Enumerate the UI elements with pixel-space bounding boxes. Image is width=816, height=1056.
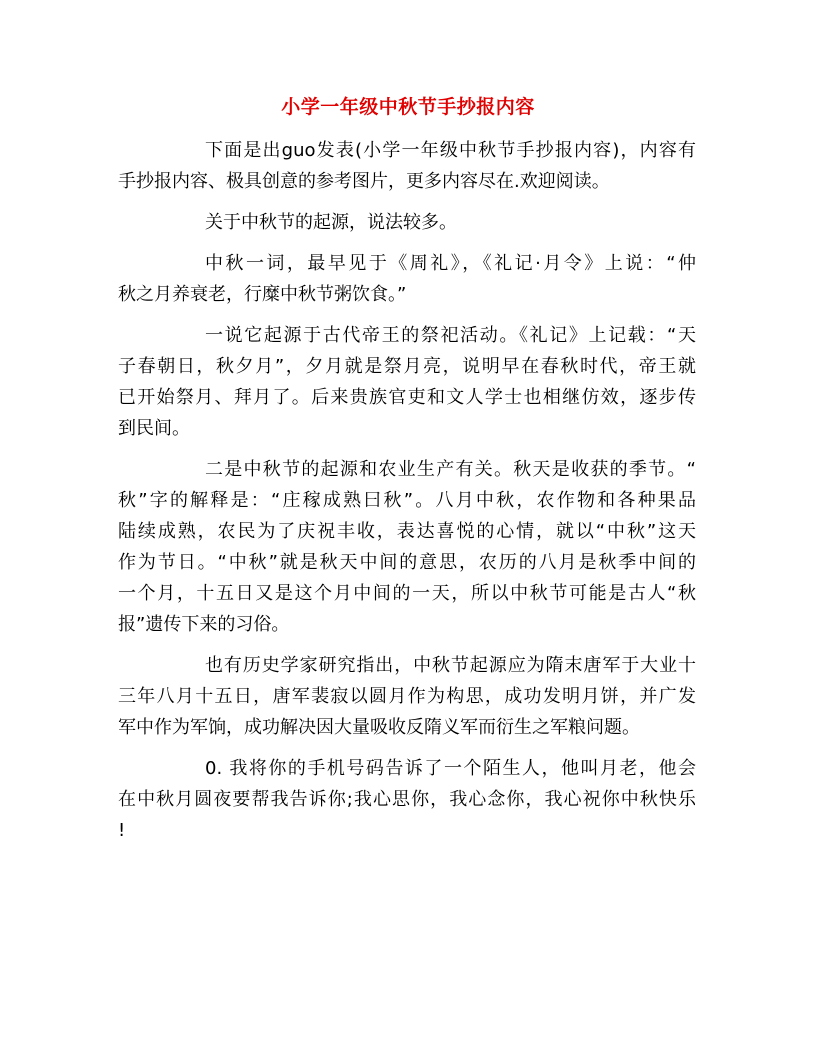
document-title: 小学一年级中秋节手抄报内容: [281, 96, 535, 118]
text-line: !: [118, 820, 126, 841]
paragraph-origin-intro: [118, 207, 696, 238]
text-line: 一个月，十五日又是这个月中间的一天，所以中秋节可能是古人“秋: [118, 583, 696, 604]
text-line: 秋之月养衰老，行糜中秋节粥饮食。”: [118, 284, 407, 305]
text-line: 一说它起源于古代帝王的祭祀活动。《礼记》上记载：“天: [205, 325, 696, 346]
text-line: 到民间。: [118, 418, 190, 439]
text-line: 中秋一词，最早见于《周礼》，《礼记·月令》上说：“仲: [205, 253, 696, 274]
text-line: 军中作为军饷，成功解决因大量吸收反隋义军而衍生之军粮问题。: [118, 717, 640, 738]
text-line: 已开始祭月、拜月了。后来贵族官吏和文人学士也相继仿效，逐步传: [118, 387, 696, 408]
text-line: 作为节日。“中秋”就是秋天中间的意思，农历的八月是秋季中间的: [118, 552, 696, 573]
paragraph-emperor-worship: [118, 320, 696, 444]
text-line: 报”遗传下来的习俗。: [118, 614, 290, 635]
paragraph-zhouli: [118, 248, 696, 310]
paragraph-historians: [118, 650, 696, 743]
text-line: 子春朝日，秋夕月”，夕月就是祭月亮，说明早在春秋时代，帝王就: [118, 356, 696, 377]
text-line: 下面是出guo发表(小学一年级中秋节手抄报内容)，内容有: [205, 140, 696, 161]
text-line: 关于中秋节的起源，说法较多。: [205, 212, 457, 233]
text-line: 三年八月十五日，唐军裴寂以圆月作为构思，成功发明月饼，并广发: [118, 686, 696, 707]
document-body: [118, 135, 696, 846]
text-line: 在中秋月圆夜要帮我告诉你;我心思你，我心念你，我心祝你中秋快乐: [118, 789, 696, 810]
text-line: 二是中秋节的起源和农业生产有关。秋天是收获的季节。“: [205, 459, 696, 480]
paragraph-agriculture: [118, 454, 696, 640]
text-line: 0. 我将你的手机号码告诉了一个陌生人，他叫月老，他会: [205, 758, 696, 779]
paragraph-greeting: [118, 753, 696, 846]
text-line: 秋”字的解释是：“庄稼成熟曰秋”。八月中秋，农作物和各种果品: [118, 490, 696, 511]
text-line: 也有历史学家研究指出，中秋节起源应为隋末唐军于大业十: [205, 655, 696, 676]
text-line: 手抄报内容、极具创意的参考图片，更多内容尽在.欢迎阅读。: [118, 171, 610, 192]
paragraph-intro: [118, 135, 696, 197]
text-line: 陆续成熟，农民为了庆祝丰收，表达喜悦的心情，就以“中秋”这天: [118, 521, 696, 542]
